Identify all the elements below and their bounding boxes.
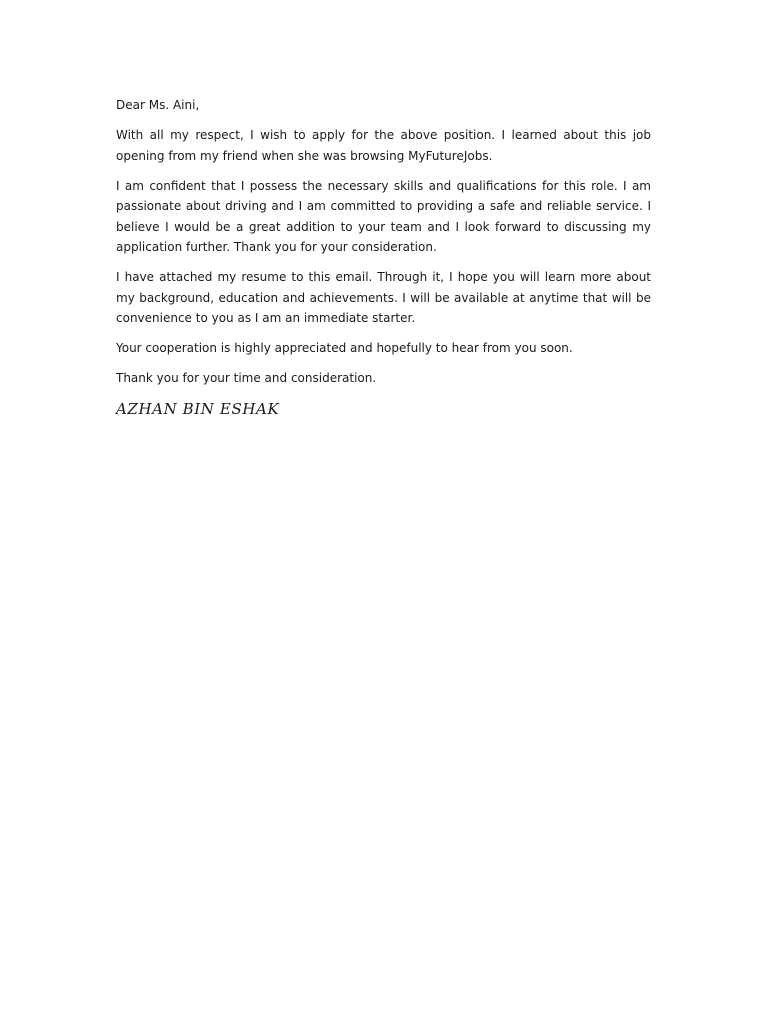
paragraph-qualifications: I am confident that I possess the necessary skills and qualifications for this role. I am passionate about driving and I am committed to providing a safe and reliable service. I believe I would be a great addition to your team and I look forward to discussing my application further. Thank you for your consideration. bbox=[116, 178, 651, 254]
signature: AZHAN BIN ESHAK bbox=[116, 399, 280, 418]
paragraph-resume: I have attached my resume to this email. Through it, I hope you will learn more about my background, education and achievements. I will be available at anytime that will be convenience to you as I am an immediate starter. bbox=[116, 270, 651, 325]
cover-letter bbox=[116, 95, 651, 419]
paragraph-cooperation: Your cooperation is highly appreciated and hopefully to hear from you soon. bbox=[116, 341, 573, 355]
salutation: Dear Ms. Aini, bbox=[116, 98, 200, 112]
paragraph-intro: With all my respect, I wish to apply for the above position. I learned about this job opening from my friend when she was browsing MyFutureJobs. bbox=[116, 128, 651, 163]
paragraph-closing: Thank you for your time and consideration. bbox=[116, 371, 377, 385]
